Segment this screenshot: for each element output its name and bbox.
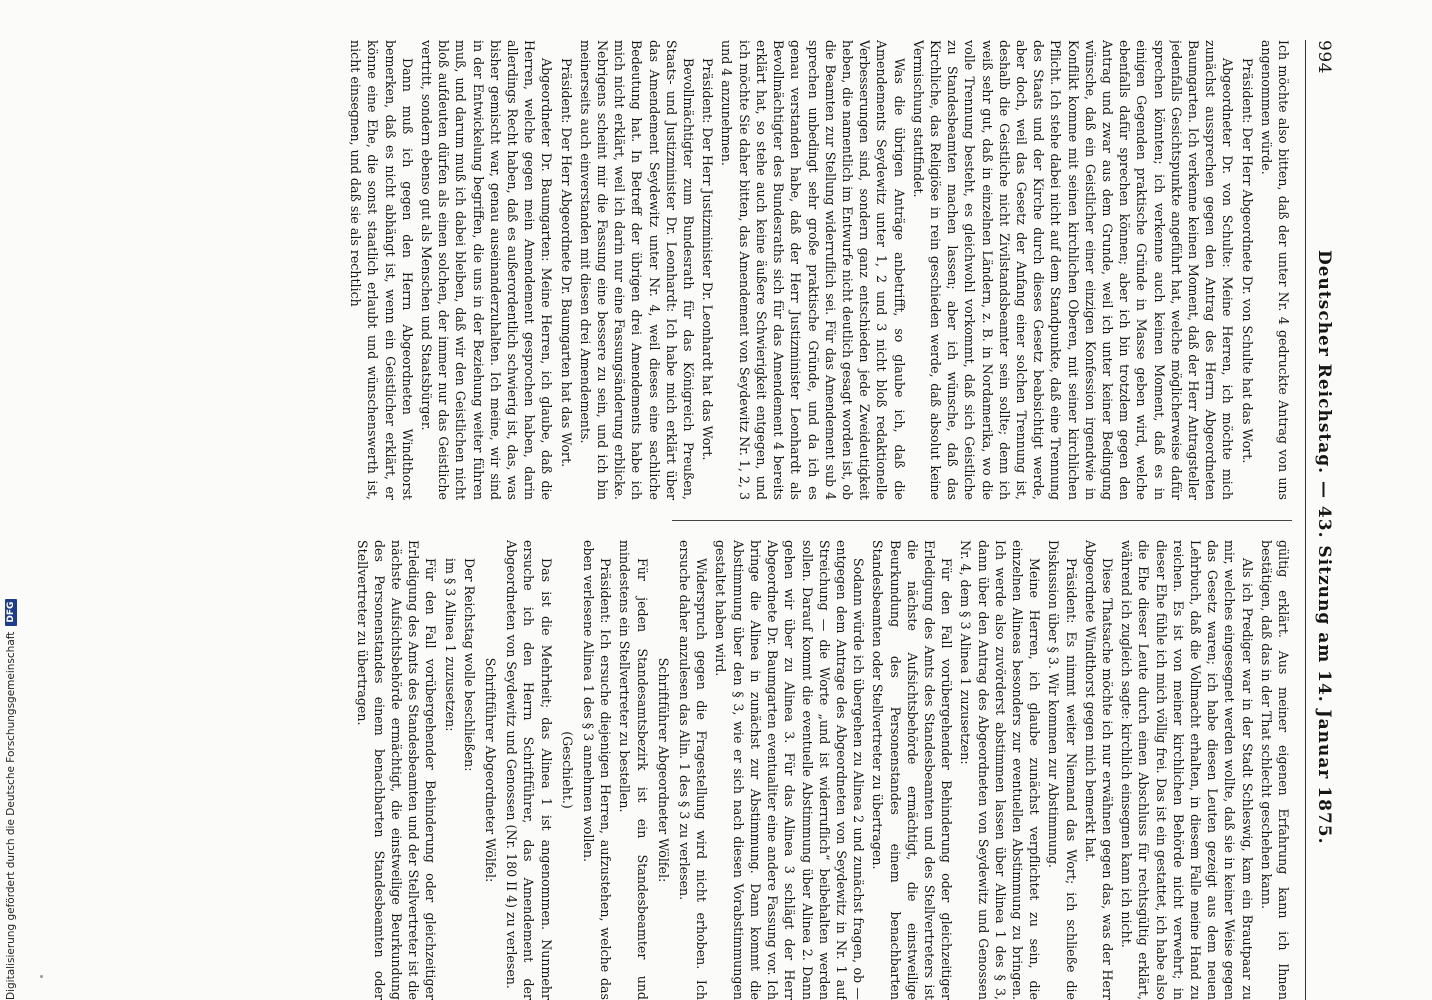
paragraph: Widerspruch gegen die Fragestellung wird nicht erhoben. Ich ersuche daher anzulesen das Alin. 1 des § 3 zu verlesen. [677, 540, 710, 1000]
paragraph: Als ich Prediger war in der Stadt Schleswig, kam ein Brautpaar zu mir, welches eingesegnet werden wollte, daß sie in keiner Weise gegen das Gesetz waren; ich habe diesen Leuten gezeigt aus dem neuen Lehrbuch, daß die Vollmacht erhalten, in diesem Falle meine Hand zu reichen. Es ist von meiner kirchlichen Behörde nicht verwehrt; in dieser Ehe fühle ich mich völlig frei. Das ist ein gestattet, ich habe also die Ehe dieser Leute durch einen Abschluss für rechtsgültig erklärt, während ich zugleich sagte: kirchlich einsegnen kann ich nicht. [1119, 540, 1255, 1000]
right-column [62, 540, 1292, 1000]
digitization-caption [2, 600, 20, 1000]
paragraph: Präsident: Der Herr Abgeordnete Dr. von Schulte hat das Wort. [1239, 58, 1255, 464]
paragraph: Für jeden Standesamtsbezirk ist ein Standesbeamter und mindestens ein Stellvertreter zu bestellen. [617, 540, 650, 1000]
page-number: 994 [1314, 40, 1334, 74]
paragraph: Was die übrigen Anträge anbetrifft, so glaube ich, daß die Amendements Seydewitz unter 1, 2 und 3 nicht bloß redaktionelle Verbesserungen sind, sondern ganz entschieden jede Zweideutigkeit heben, die namentlich im Entwurfe nicht deutlich gesagt worden ist, ob die Beamten zur Stellung widerruflich sei. Für das Amendement sub 4 sprechen unbedingt sehr große praktische Gründe, und da ich es genau verstanden habe, daß der Herr Justizminister Leonhardt als Bevollmächtigter des Bundesraths sich für das Amendement 4 bereits erklärt hat, so stehe auch keine äußere Schwierigkeit entgegen, und ich möchte Sie daher bitten, das Amendement von Seydewitz Nr. 1, 2, 3 und 4 anzunehmen. [719, 40, 907, 500]
paragraph: Ich möchte also bitten, daß der unter Nr. 4 gedruckte Antrag von uns angenommen würde. [1258, 40, 1291, 500]
dfg-logo-icon: DFG [5, 599, 17, 626]
paragraph: (Geschieht.) [559, 731, 575, 809]
paragraph: Schriftführer Abgeordneter Wölfel: [483, 657, 499, 883]
running-title: Deutscher Reichstag. — 43. Sitzung am 14. Januar 1875. [1314, 250, 1334, 845]
page-header [1306, 40, 1340, 1000]
paragraph: Dann muß ich gegen den Herrn Abgeordneten Windthorst bemerken, daß es nicht abhängt ist, wenn ein Geistlicher erklärt, er könne eine Ehe, die sonst staatlich erlaubt und wünschenswerth ist, nicht einsegnen, und daß sie als rechtlich [348, 40, 415, 500]
header-rule [1305, 40, 1306, 1000]
paragraph: Für den Fall vorübergehender Behinderung oder gleichzeitiger Erledigung des Amts des Standesbeamten und der Stellvertreter ist die nächste Aufsichtsbehörde ermächtigt, die einstweilige Beurkundung des Personenstandes einem benachbarten Standesbeamten oder Stellvertreter zu übertragen. [354, 540, 439, 1000]
paragraph: Präsident: Es nimmt weiter Niemand das Wort; ich schließe die Diskussion über § 3. Wir kommen zur Abstimmung. [1046, 540, 1079, 1000]
paragraph: Präsident: Der Herr Abgeordnete Dr. Baumgarten hat das Wort. [558, 58, 574, 468]
paragraph: Für den Fall vorübergehender Behinderung oder gleichzeitiger Erledigung des Amts des Standesbeamten und des Stellvertreters ist die nächste Aufsichtsbehörde ermächtigt, die einstweilige Beurkundung des Personenstandes einem benachbarten Standesbeamten oder Stellvertreter zu übertragen. [870, 540, 955, 1000]
paragraph: Das ist die Mehrheit; das Alinea 1 ist angenommen. Nunmehr ersuche ich den Herrn Schriftführer, das Amendement der Abgeordneten von Seydewitz und Genossen (Nr. 180 II 4) zu verlesen. [504, 540, 554, 1000]
paragraph: Sodann würde ich übergehen zu Alinea 2 und zunächst fragen, ob — entgegen dem Antrage des Abgeordneten von Seydewitz in Nr. 1 auf Streichung — die Worte „und ist widerruflich“ beibehalten werden sollen. Darauf kommt die eventuelle Abstimmung über Alinea 2. Dann gehen wir über zu Alinea 3. Für das Alinea 3 schlägt der Herr Abgeordnete Dr. Baumgarten eventualiter eine andere Fassung vor. Ich bringe die Alinea in zunächst zur Abstimmung. Dann kommt die Abstimmung über den § 3, wie er sich nach diesen Vorabstimmungen gestaltet haben wird. [713, 540, 867, 1000]
paragraph: Schriftführer Abgeordneter Wölfel: [655, 657, 671, 883]
paragraph: Abgeordneter Dr. Baumgarten: Meine Herren, ich glaube, daß die Herren, welche gegen mein Amendement gesprochen haben, darin allerdings Recht haben, daß es außerordentlich schwierig ist, das, was bisher gemischt war, genau auseinanderzuhalten. Ich meine, wir sind in der Entwickelung begriffen, die uns in der Beziehung weiter führen muß, und darum muß ich dabei bleiben, daß wir den Geistlichen nicht bloß aufdeuten dürfen als einen solchen, der immer nur das Geistliche vertritt, sondern ebenso gut als Menschen und Staatsbürger. [419, 40, 555, 500]
paragraph: Meine Herren, ich glaube zunächst verpflichtet zu sein, die einzelnen Alineas besonders zur eventuellen Abstimmung zu bringen. Ich werde also zuvörderst abstimmen lassen über Alinea 1 des § 3, dann über den Antrag des Abgeordneten von Seydewitz und Genossen Nr. 4, dem § 3 Alinea 1 zuzusetzen: [958, 540, 1043, 1000]
paragraph: Präsident: Der Herr Justizminister Dr. Leonhardt hat das Wort. [700, 58, 716, 461]
rotated-document-sheet [60, 40, 1340, 1000]
caption-text: Digitalisierung gefördert durch die Deutsche Forschungsgemeinschaft [5, 631, 17, 1000]
left-column [62, 40, 1292, 500]
paragraph: Bevollmächtigter zum Bundesrath für das Königreich Preußen, Staats- und Justizminister Dr. Leonhardt: Ich habe mich erklärt über das Amendement Seydewitz unter Nr. 4, weil dieses eine sachliche Bedeutung hat. In Betreff der übrigen drei Amendements habe ich mich nicht erklärt, weil ich darin nur eine Fassungsänderung erblicke. Nebrigens scheint mir die Fassung eine bessere zu sein, und ich bin meinerseits auch einverstanden mit diesen drei Amendements. [577, 40, 697, 500]
paragraph: Präsident: Ich ersuche diejenigen Herren, aufzustehen, welche das eben verlesene Alinea 1 des § 3 annehmen wollen. [581, 540, 614, 1000]
paragraph: Abgeordneter Dr. von Schulte: Meine Herren, ich möchte mich zunächst aussprechen gegen den Antrag des Herrn Abgeordneten Baumgarten. Ich verkenne keinen Moment, daß der Herr Antragsteller jedenfalls Gesichtspunkte angeführt hat, welche möglicherweise dafür sprechen könnten; ich verkenne auch keinen Moment, daß es in einigen Gegenden praktische Gründe in Masse geben wird, welche ebenfalls dafür sprechen können; aber ich bin trotzdem gegen den Antrag und zwar aus dem Grunde, weil ich unter keiner Bedingung wünsche, daß ein Geistlicher einer einzigen Konfession irgendwie in Konflikt komme mit seinen kirchlichen Oberen, mit seiner kirchlichen Pflicht. Ich stehe dabei nicht auf dem Standpunkte, daß eine Trennung des Staats und der Kirche durch dieses Gesetz beabsichtigt werde, aber doch, weil das Gesetz der Anfang einer solchen Trennung ist, deshalb die Geistliche nicht Zivilstandsbeamter sein sollte; denn ich weiß sehr gut, daß in einzelnen Ländern, z. B. in Nordamerika, wo die volle Trennung besteht, es gleichwohl vorkommt, daß sich Geistliche zu Standesbeamten machen lassen; aber ich wünsche, daß das Kirchliche, das Religiöse in rein geschieden werde, daß absolut keine Vermischung stattfindet. [910, 40, 1236, 500]
column-divider [672, 520, 1292, 521]
paragraph: im § 3 Alinea 1 zuzusetzen: [442, 558, 458, 732]
paragraph: Der Reichstag wolle beschließen: [461, 558, 477, 772]
scan-speck [40, 975, 43, 978]
paragraph: gültig erklärt. Aus meiner eigenen Erfahrung kann ich Ihnen bestätigen, daß das in der That schlecht geschehen kann. [1258, 540, 1291, 1000]
paragraph: Diese Thatsache möchte ich nur erwähnen gegen das, was der Herr Abgeordnete Windthorst gegen mich bemerkt hat. [1082, 540, 1115, 1000]
